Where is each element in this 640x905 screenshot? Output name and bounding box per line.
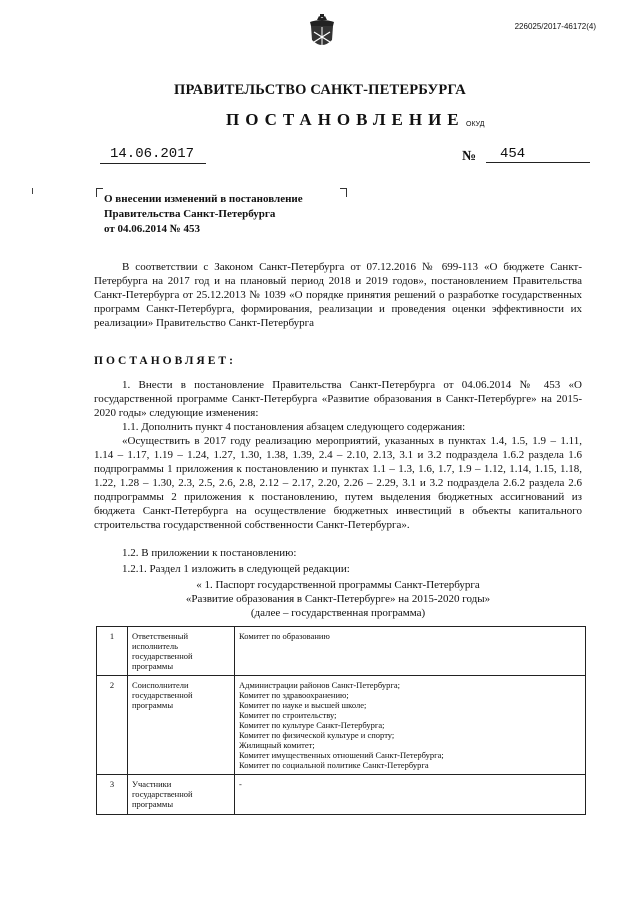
row-label: Участники государственной программы — [128, 775, 235, 815]
okud-label: ОКУД — [466, 121, 485, 128]
subject-line: О внесении изменений в постановление — [104, 193, 303, 205]
row-value — [235, 676, 586, 775]
value-line: Комитет по строительству; — [239, 710, 337, 720]
value-line: Администрации районов Санкт-Петербурга; — [239, 680, 400, 690]
row-label: Ответственный исполнитель государственной программы — [128, 627, 235, 676]
row-label: Соисполнители государственной программы — [128, 676, 235, 775]
decree-word: ПОСТАНОВЛЯЕТ: — [94, 355, 236, 367]
value-line: Комитет по физической культуре и спорту; — [239, 730, 395, 740]
value-line: Жилищный комитет; — [239, 740, 315, 750]
value-line: Комитет по социальной политике Санкт-Петербурга — [239, 760, 429, 770]
government-title: ПРАВИТЕЛЬСТВО САНКТ-ПЕТЕРБУРГА — [174, 82, 466, 98]
row-number: 2 — [97, 676, 128, 775]
section-title: «Развитие образования в Санкт-Петербурге» на 2015-2020 годы» — [185, 593, 491, 605]
table-row — [97, 676, 586, 775]
row-value — [235, 627, 586, 676]
clause-1-2: 1.2. В приложении к постановлению: — [122, 547, 297, 559]
clause-1: 1. Внести в постановление Правительства Санкт-Петербурга от 04.06.2014 № 453 «О государственной программе Санкт-Петербурга «Развитие образования в Санкт-Петербурге» на 2015-2020 годы» следующие изменения: — [94, 379, 582, 419]
document-date: 14.06.2017 — [100, 146, 206, 164]
row-value — [235, 775, 586, 815]
row-number: 3 — [97, 775, 128, 815]
document-number: 454 — [486, 146, 590, 163]
subject-line: от 04.06.2014 № 453 — [104, 223, 201, 235]
number-sign: № — [462, 149, 477, 164]
clause-1-1-quote: «Осуществить в 2017 году реализацию мероприятий, указанных в пунктах 1.4, 1.5, 1.9 – 1.11, 1.14 – 1.17, 1.19 – 1.24, 1.27, 1.30, 1.38, 1.39, 2.4 – 2.10, 2.13, 3.1 и 3.2 подраздела 1.6.2 раздела 1.6 подпрограммы 1 приложения к постановлению и пунктах 1.1 – 1.3, 1.6, 1.7, 1.9 – 1.12, 1.14, 1.15, 1.18, 1.22, 1.28 – 1.30, 2.3, 2.5, 2.6, 2.8, 2.12 – 2.17, 2.20, 2.26 – 2.29, 3.1 и 3.2 подраздела 2.6.2 раздела 2.6 подпрограммы 2 приложения к постановлению, путем выделения бюджетных ассигнований из бюджета Санкт-Петербурга на осуществление бюджетных инвестиций в объекты капитального строительства государственной собственности Санкт-Петербурга». — [94, 435, 582, 531]
clause-1-1: 1.1. Дополнить пункт 4 постановления абзацем следующего содержания: — [122, 421, 466, 433]
document-id: 226025/2017-46172(4) — [514, 22, 596, 31]
table-row — [97, 627, 586, 676]
clause-1-2-1: 1.2.1. Раздел 1 изложить в следующей редакции: — [122, 563, 350, 575]
value-line: Комитет по здравоохранению; — [239, 690, 349, 700]
document-type: ПОСТАНОВЛЕНИЕ — [226, 110, 465, 129]
margin-mark — [32, 188, 39, 194]
section-title: (далее – государственная программа) — [250, 607, 426, 619]
value-line: - — [239, 779, 242, 789]
passport-table — [96, 626, 586, 815]
subject-bracket-left — [96, 188, 103, 197]
value-line: Комитет имущественных отношений Санкт-Петербурга; — [239, 750, 444, 760]
document-subject — [104, 192, 354, 237]
subject-line: Правительства Санкт-Петербурга — [104, 208, 276, 220]
preamble-paragraph: В соответствии с Законом Санкт-Петербурга от 07.12.2016 № 699-113 «О бюджете Санкт-Петербурга на 2017 год и на плановый период 2018 и 2019 годов», постановлением Правительства Санкт-Петербурга от 25.12.2013 № 1039 «О порядке принятия решений о разработке государственных программ Санкт-Петербурга, формирования, реализации и проведения оценки эффективности их реализации» Правительство Санкт-Петербурга — [94, 261, 582, 329]
coat-of-arms-emblem — [308, 14, 336, 52]
section-title: « 1. Паспорт государственной программы Санкт-Петербурга — [196, 579, 480, 591]
value-line: Комитет по культуре Санкт-Петербурга; — [239, 720, 385, 730]
row-number: 1 — [97, 627, 128, 676]
table-row — [97, 775, 586, 815]
value-line: Комитет по науке и высшей школе; — [239, 700, 367, 710]
value-line: Комитет по образованию — [239, 631, 330, 641]
